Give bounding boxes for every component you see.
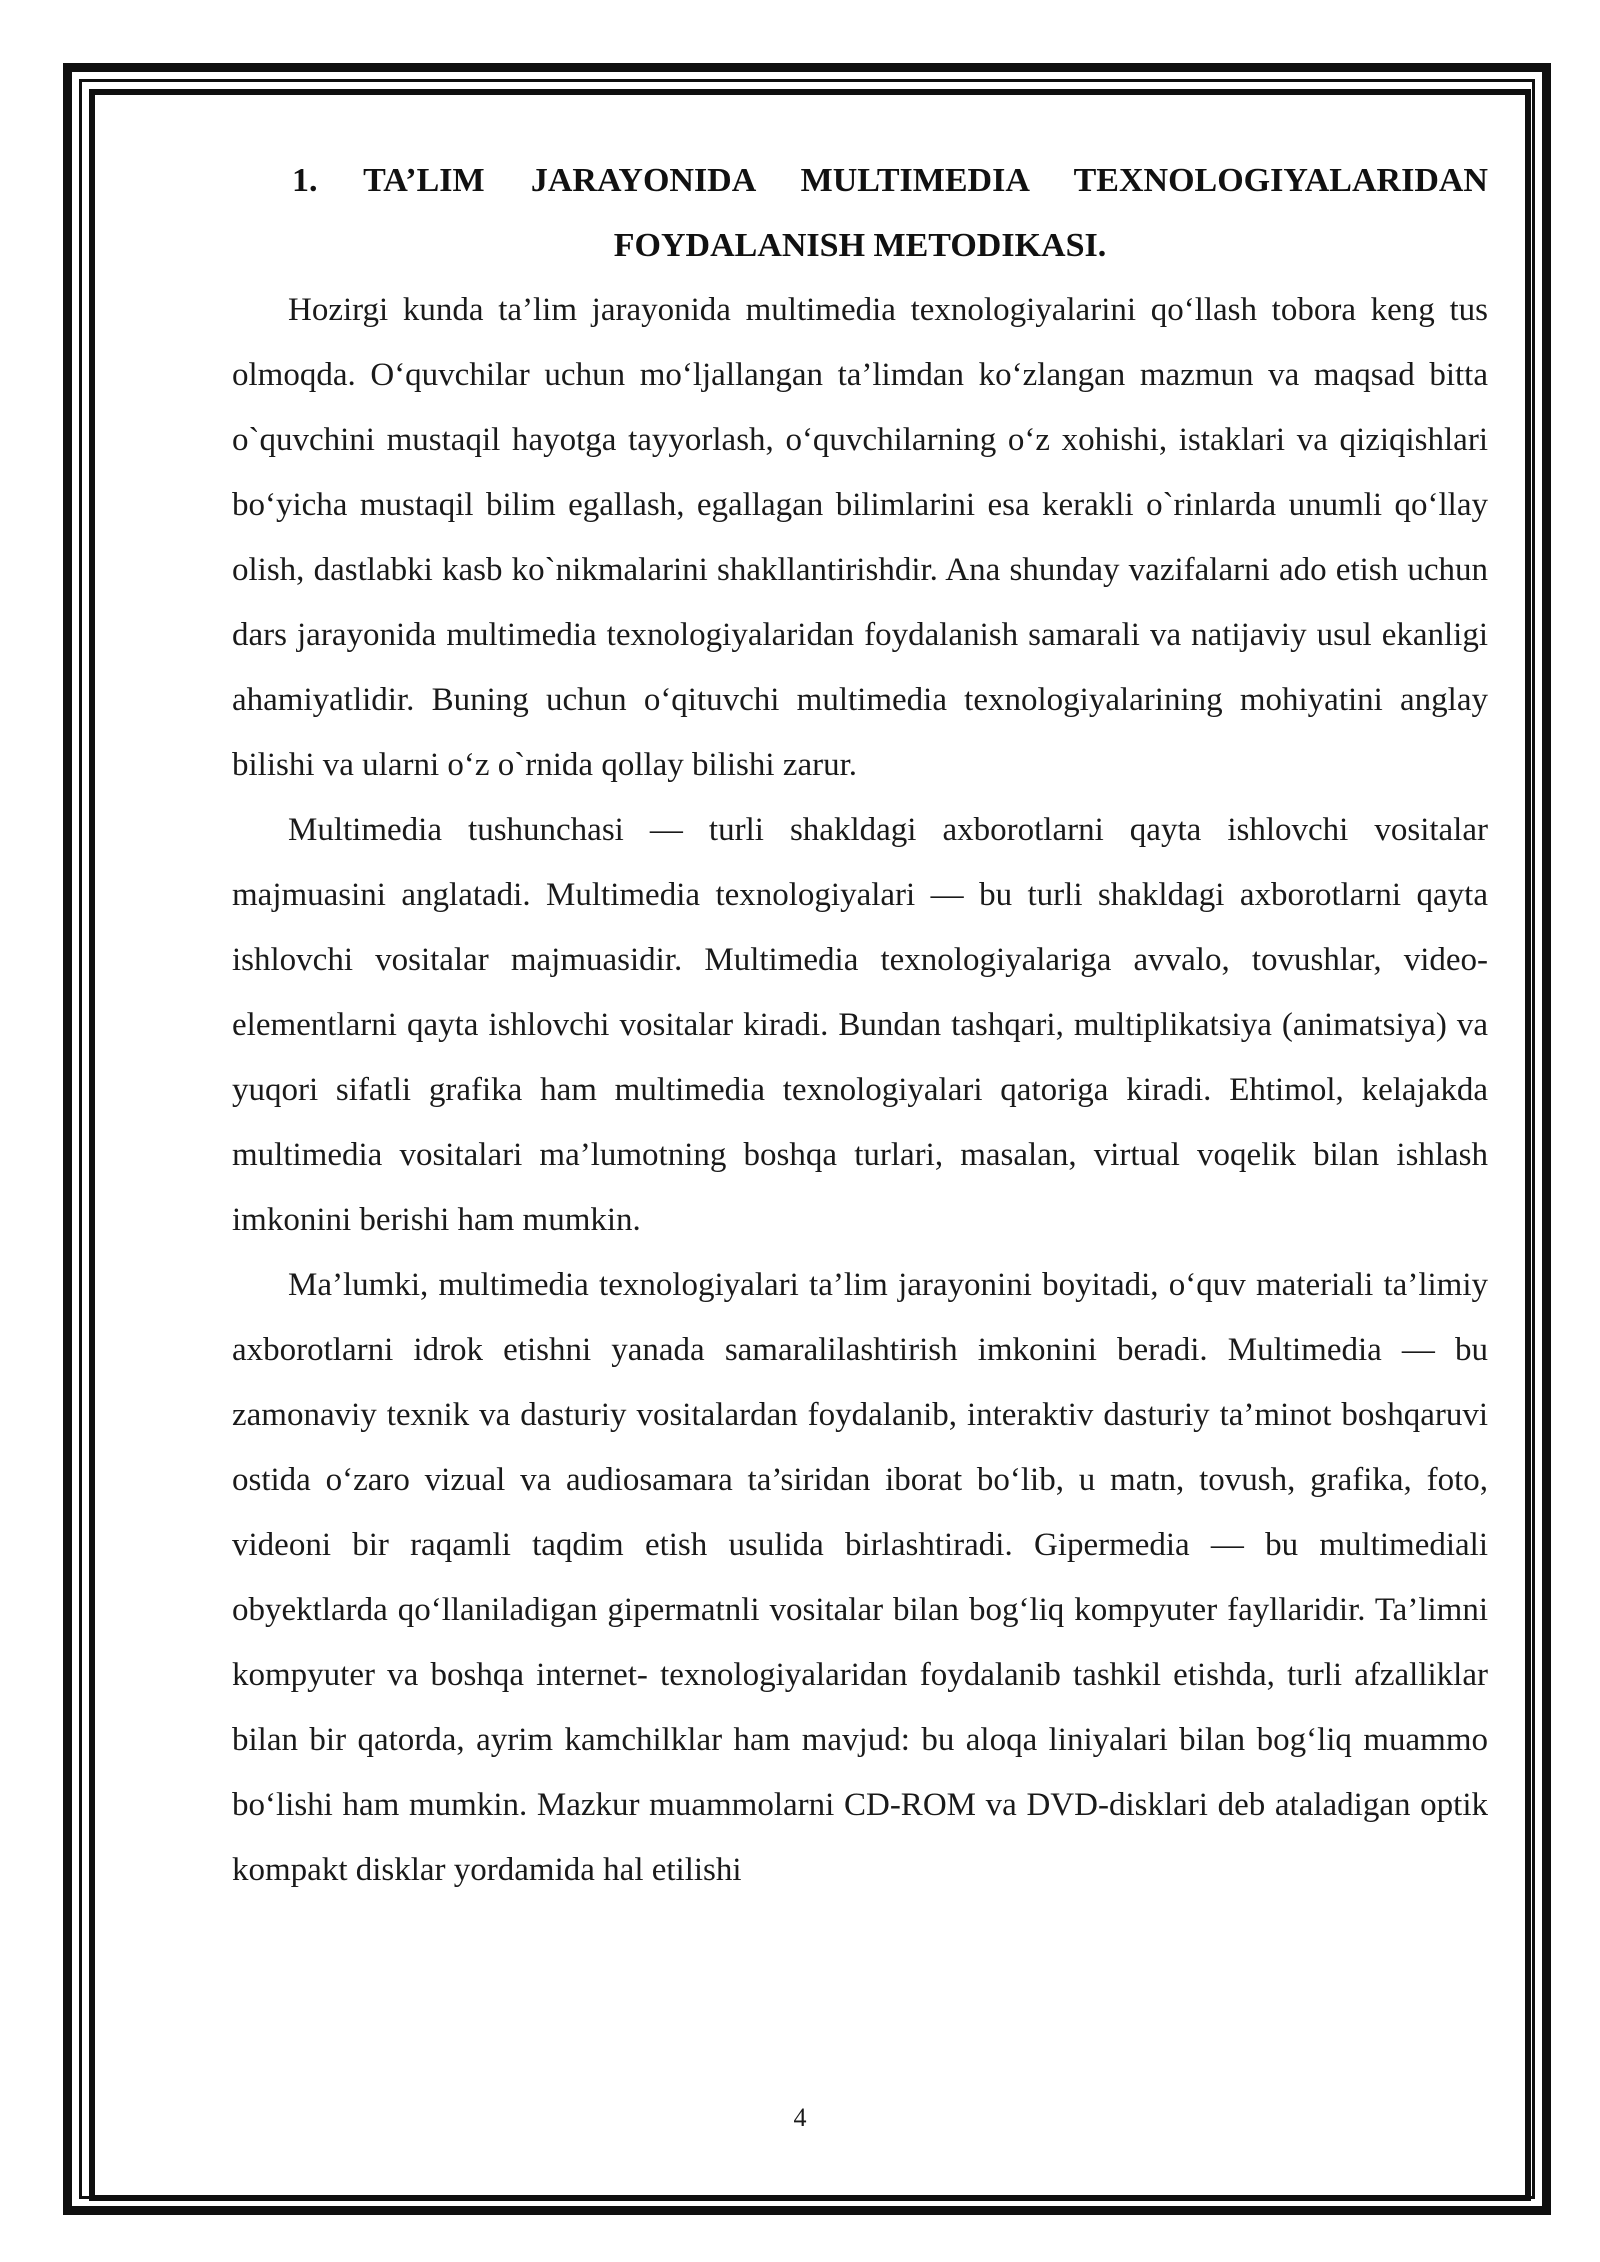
section-title-line-1: 1. TA’LIM JARAYONIDA MULTIMEDIA TEXNOLOGIYALARIDAN [292,162,1488,199]
section-title-line-2: FOYDALANISH METODIKASI. [613,227,1107,264]
section-title [232,148,1488,278]
page-number: 4 [793,2103,807,2132]
paragraph-1: Hozirgi kunda ta’lim jarayonida multimedia texnologiyalarini qo‘llash tobora keng tus olmoqda. O‘quvchilar uchun mo‘ljallangan ta’limdan ko‘zlangan mazmun va maqsad bitta o`quvchini mustaqil hayotga tayyorlash, o‘quvchilarning o‘z xohishi, istaklari va qiziqishlari bo‘yicha mustaqil bilim egallash, egallagan bilimlarini esa kerakli o`rinlarda unumli qo‘llay olish, dastlabki kasb ko`nikmalarini shakllantirishdir. Ana shunday vazifalarni ado etish uchun dars jarayonida multimedia texnologiyalaridan foydalanish samarali va natijaviy usul ekanligi ahamiyatlidir. Buning uchun o‘qituvchi multimedia texnologiyalarining mohiyatini anglay bilishi va ularni o‘z o`rnida qollay bilishi zarur. [232,292,1488,783]
paragraph-3: Ma’lumki, multimedia texnologiyalari ta’lim jarayonini boyitadi, o‘quv materiali ta’limiy axborotlarni idrok etishni yanada samaralilashtirish imkonini beradi. Multimedia — bu zamonaviy texnik va dasturiy vositalardan foydalanib, interaktiv dasturiy ta’minot boshqaruvi ostida o‘zaro vizual va audiosamara ta’siridan iborat bo‘lib, u matn, tovush, grafika, foto, videoni bir raqamli taqdim etish usulida birlashtiradi. Gipermedia — bu multimediali obyektlarda qo‘llaniladigan gipermatnli vositalar bilan bog‘liq kompyuter fayllaridir. Ta’limni kompyuter va boshqa internet- texnologiyalaridan foydalanib tashkil etishda, turli afzalliklar bilan bir qatorda, ayrim kamchilklar ham mavjud: bu aloqa liniyalari bilan bog‘liq muammo bo‘lishi ham mumkin. Mazkur muammolarni CD-ROM va DVD-disklari deb ataladigan optik kompakt disklar yordamida hal etilishi [232,1267,1488,1888]
paragraph-2: Multimedia tushunchasi — turli shakldagi axborotlarni qayta ishlovchi vositalar majmuasini anglatadi. Multimedia texnologiyalari — bu turli shakldagi axborotlarni qayta ishlovchi vositalar majmuasidir. Multimedia texnologiyalariga avvalo, tovushlar, video-elementlarni qayta ishlovchi vositalar kiradi. Bundan tashqari, multiplikatsiya (animatsiya) va yuqori sifatli grafika ham multimedia texnologiyalari qatoriga kiradi. Ehtimol, kelajakda multimedia vositalari ma’lumotning boshqa turlari, masalan, virtual voqelik bilan ishlash imkonini berishi ham mumkin. [232,812,1488,1238]
page-content [232,148,1488,1903]
